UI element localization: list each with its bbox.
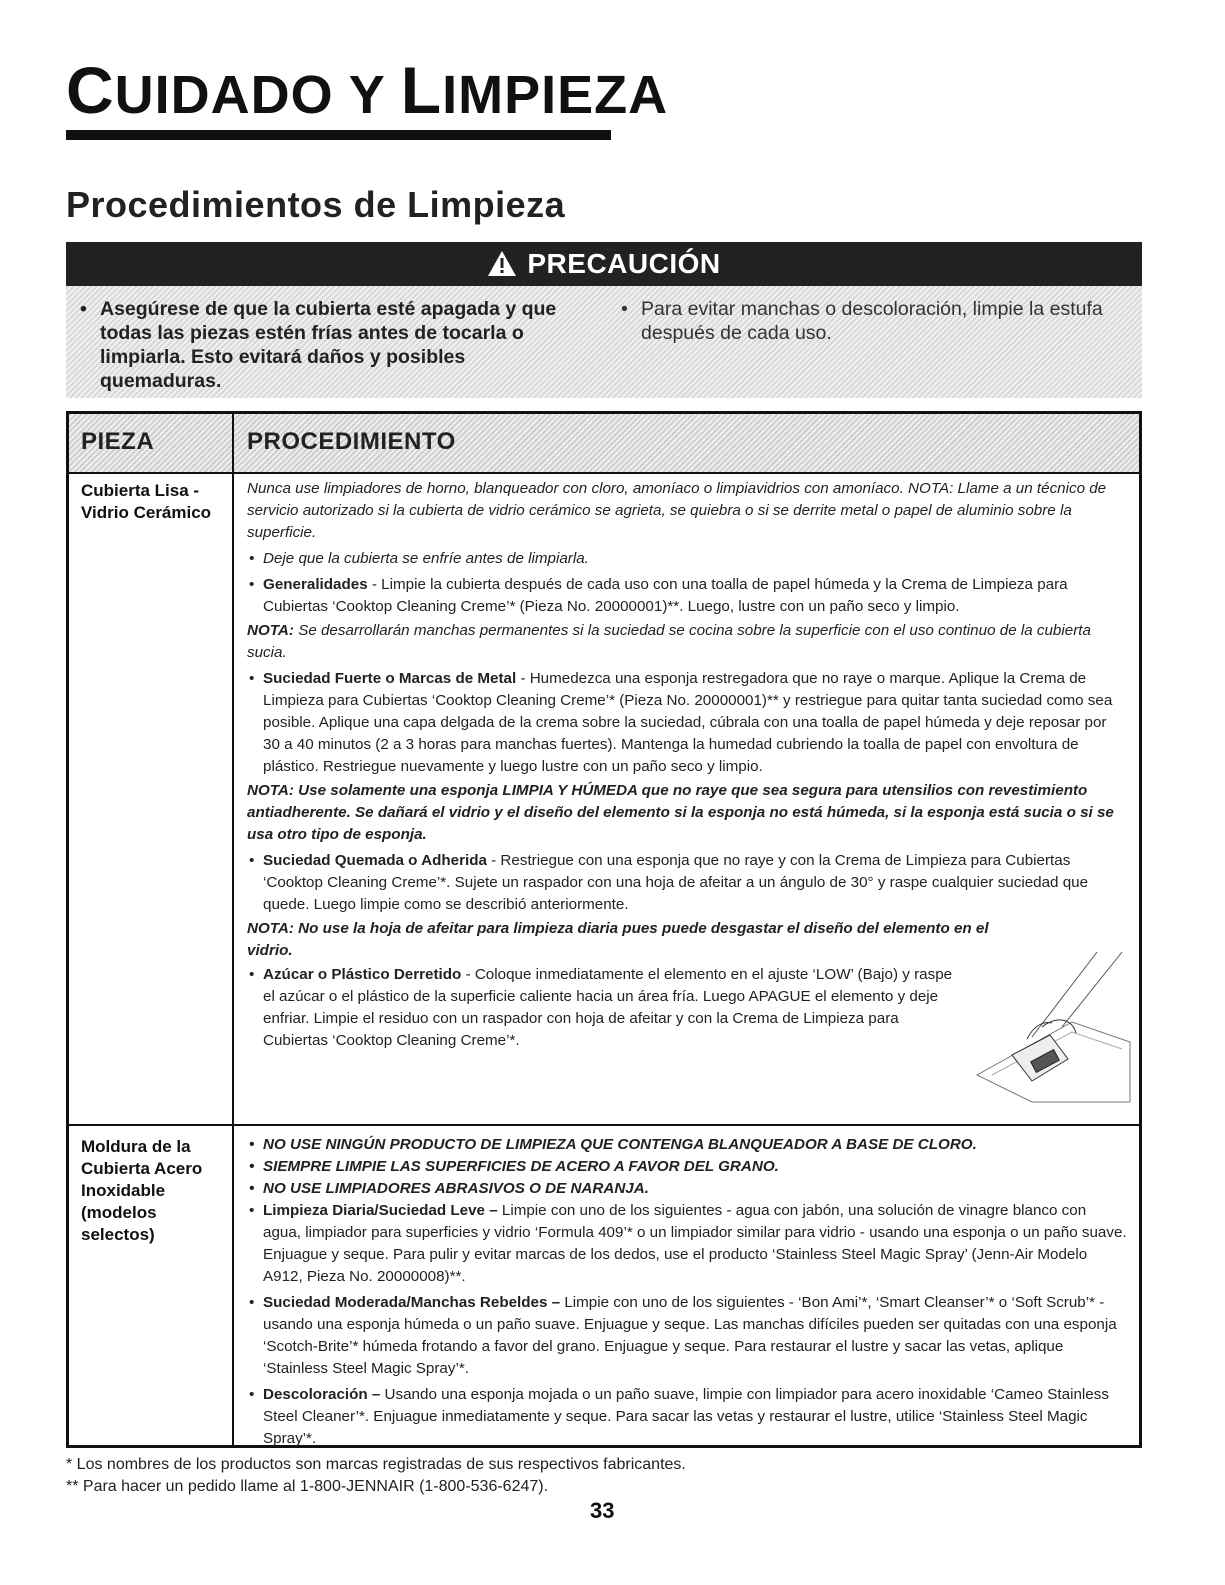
warning-item: • SIEMPRE LIMPIE LAS SUPERFICIES DE ACERO A FAVOR DEL GRANO. — [247, 1156, 1127, 1178]
col-header-procedure: PROCEDIMIENTO — [247, 428, 456, 455]
footnote-trademarks: * Los nombres de los productos son marcas registradas de sus respectivos fabricantes. — [66, 1456, 686, 1473]
table-header — [69, 414, 1139, 474]
intro-text: Nunca use limpiadores de horno, blanqueador con cloro, amoníaco o limpiavidrios con amoníaco. NOTA: Llame a un técnico de servicio autorizado si la cubierta de vidrio cerámico se agrieta, se quiebra o si se derrite metal o papel de aluminio sobre la superficie. — [247, 480, 1107, 541]
title-underline — [66, 130, 611, 140]
part-glass-ceramic: Cubierta Lisa - Vidrio Cerámico — [81, 481, 212, 522]
procedure-stainless-trim — [247, 1134, 1127, 1450]
warning-triangle-icon — [487, 246, 517, 290]
list-item: • Suciedad Moderada/Manchas Rebeldes – Limpie con uno de los siguientes - ‘Bon Ami’*, ‘Smart Cleanser’* o ‘Soft Scrub’* - usando una esponja húmeda o un paño suave. Enjuague y seque. Las manchas difíciles pueden ser quitadas con una esponja ‘Scotch-Brite’* húmeda frotando a favor del grano. Enjuague y seque. Para restaurar el lustre y sacar las vetas, aplique ‘Stainless Steel Magic Spray’*. — [247, 1292, 1127, 1380]
page-title: CUIDADO Y LIMPIEZA — [66, 53, 669, 127]
warning-item: • NO USE NINGÚN PRODUCTO DE LIMPIEZA QUE CONTENGA BLANQUEADOR A BASE DE CLORO. — [247, 1134, 1127, 1156]
section-heading: Procedimientos de Limpieza — [66, 184, 566, 225]
note: NOTA: Use solamente una esponja LIMPIA Y HÚMEDA que no raye que sea segura para utensilios con revestimiento antiadherente. Se dañará el vidrio y el diseño del elemento si la esponja no está húmeda, si la esponja está sucia o si se usa otro tipo de esponja. — [247, 782, 1114, 843]
list-item: • Suciedad Fuerte o Marcas de Metal - Humedezca una esponja restregadora que no raye o marque. Aplique la Crema de Limpieza para Cubiertas ‘Cooktop Cleaning Creme’* (Pieza No. 20000001)** y restriegue para quitar tanta suciedad como sea posible. Aplique una capa delgada de la crema sobre la suciedad, cúbrala con una toalla de papel húmeda y deje reposar por 30 a 40 minutos (2 a 3 horas para manchas fuertes). Mantenga la humedad cubriendo la toalla de papel con envoltura de plástico. Restriegue nuevamente y luego lustre con un paño seco y limpio. — [247, 668, 1127, 778]
page-number: 33 — [590, 1498, 615, 1523]
list-item: • Limpieza Diaria/Suciedad Leve – Limpie con uno de los siguientes - agua con jabón, una solución de vinagre blanco con agua, limpiador para superficies y vidrio ‘Formula 409’* o un limpiador similar para vidrio - usando una esponja o un paño suave. Enjuague y seque. Para pulir y evitar marcas de los dedos, use el producto ‘Stainless Steel Magic Spray’ (Jenn-Air Modelo A912, Pieza No. 20000008)**. — [247, 1200, 1127, 1288]
row-divider — [69, 1124, 1139, 1126]
note: NOTA: No use la hoja de afeitar para limpieza diaria pues puede desgastar el diseño del elemento en el vidrio. — [247, 920, 989, 959]
caution-right-item: • Para evitar manchas o descoloración, limpie la estufa después de cada uso. — [621, 298, 1103, 344]
caution-heading: PRECAUCIÓN — [527, 248, 721, 279]
list-item: • Suciedad Quemada o Adherida - Restriegue con una esponja que no raye y con la Crema de Limpieza para Cubiertas ‘Cooktop Cleaning Creme’*. Sujete un raspador con una hoja de afeitar a un ángulo de 30° y raspe cualquier suciedad que quede. Luego limpie como se describió anteriormente. — [247, 850, 1127, 916]
note: NOTA: Se desarrollarán manchas permanentes si la suciedad se cocina sobre la superficie con el uso continuo de la cubierta sucia. — [247, 622, 1091, 661]
list-item: • Generalidades - Limpie la cubierta después de cada uso con una toalla de papel húmeda y la Crema de Limpieza para Cubiertas ‘Cooktop Cleaning Creme’* (Pieza No. 20000001)**. Luego, lustre con un paño seco y limpio. — [247, 574, 1127, 618]
list-item: • Azúcar o Plástico Derretido - Coloque inmediatamente el elemento en el ajuste ‘LOW’ (Bajo) y raspe el azúcar o el plástico de la superficie caliente hacia un área fría. Luego APAGUE el elemento y deje enfriar. Limpie el residuo con un raspador con hoja de afeitar y con la Crema de Limpieza para Cubiertas ‘Cooktop Cleaning Creme’*. — [247, 964, 963, 1052]
scraper-illustration — [972, 947, 1132, 1112]
part-stainless-trim: Moldura de la Cubierta Acero Inoxidable (modelos selectos) — [81, 1137, 203, 1244]
caution-left-item: • Asegúrese de que la cubierta esté apagada y que todas las piezas estén frías antes de tocarla o limpiarla. Esto evitará daños y posibles quemaduras. — [80, 298, 557, 392]
column-divider — [232, 414, 234, 1445]
caution-header — [66, 242, 1142, 286]
caution-box — [66, 242, 1142, 398]
list-item: • Descoloración – Usando una esponja mojada o un paño suave, limpie con limpiador para acero inoxidable ‘Cameo Stainless Steel Cleaner’*. Enjuague inmediatamente y seque. Para sacar las vetas y restaurar el lustre, utilice ‘Stainless Steel Magic Spray’*. — [247, 1384, 1127, 1450]
warning-item: • NO USE LIMPIADORES ABRASIVOS O DE NARANJA. — [247, 1178, 1127, 1200]
cleaning-table — [66, 411, 1142, 1448]
footnote-order-phone: ** Para hacer un pedido llame al 1-800-JENNAIR (1-800-536-6247). — [66, 1478, 549, 1495]
list-item: • Deje que la cubierta se enfríe antes de limpiarla. — [247, 548, 1127, 570]
col-header-part: PIEZA — [81, 428, 155, 455]
